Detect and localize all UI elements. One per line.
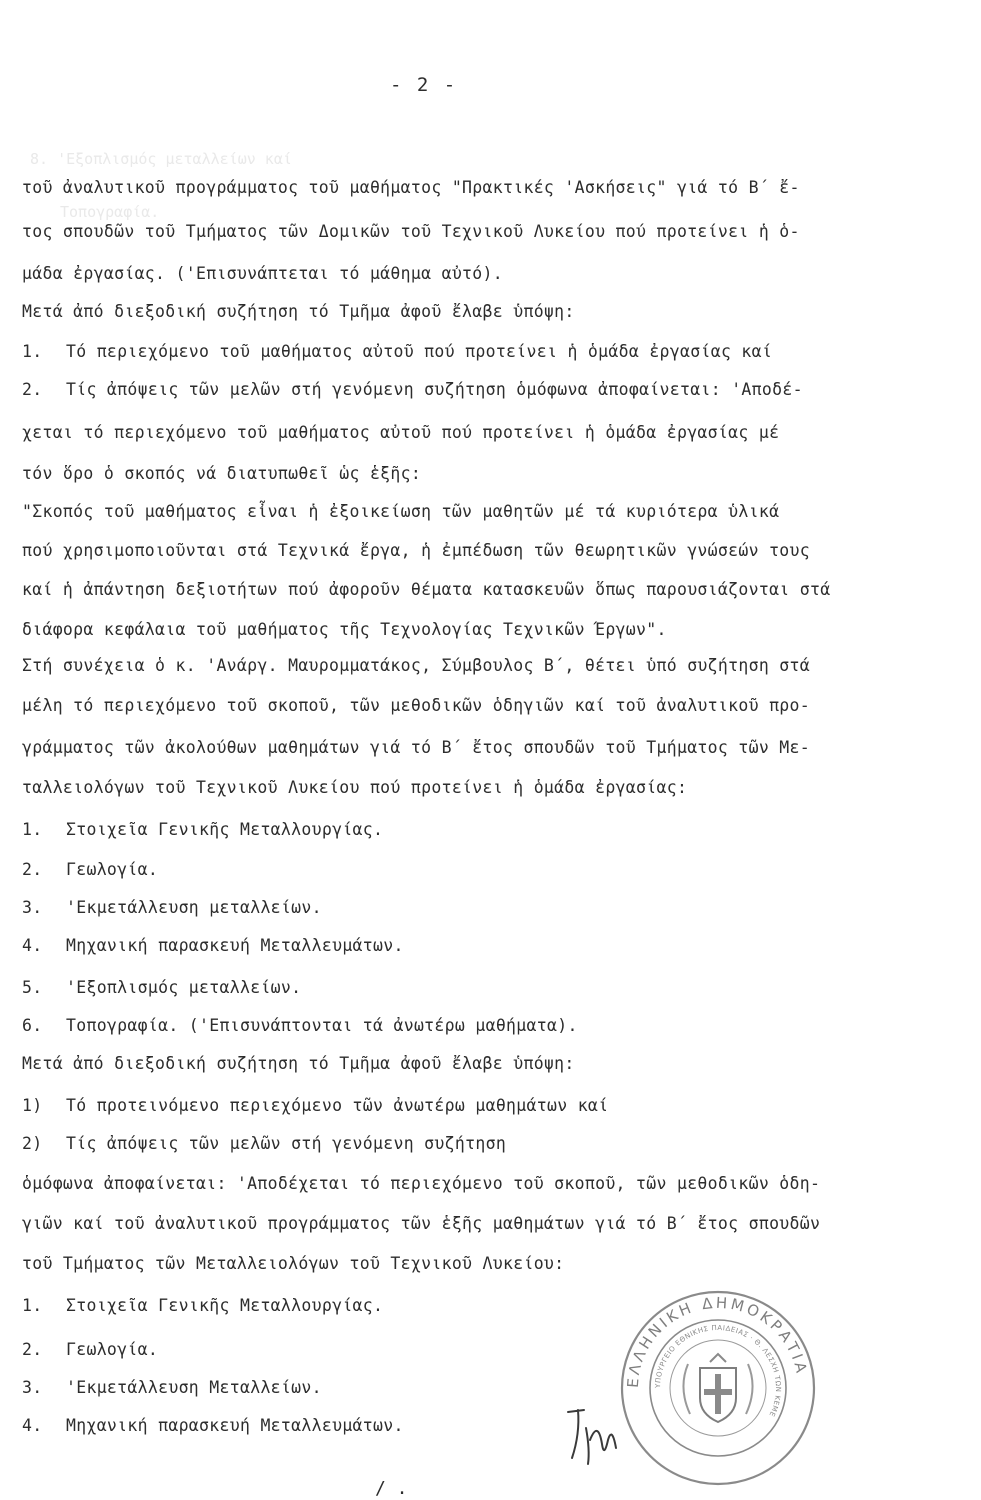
list-text: Τό περιεχόμενο τοῦ μαθήματος αὐτοῦ πού προτείνει ἡ ὁμάδα ἐργασίας καί <box>66 342 773 361</box>
text-line: Στή συνέχεια ὁ κ. 'Ανάργ. Μαυρομματάκος, Σύμβουλος Β΄, θέτει ὑπό συζήτηση στά <box>22 656 811 675</box>
list-number: 3. <box>22 1378 43 1397</box>
official-seal <box>618 1288 818 1488</box>
list-text: Τοπογραφία. ('Επισυνάπτονται τά ἀνωτέρω μαθήματα). <box>66 1016 578 1035</box>
list-item <box>22 1016 578 1035</box>
text-line: τοῦ ἀναλυτικοῦ προγράμματος τοῦ μαθήματος "Πρακτικές 'Ασκήσεις" γιά τό Β΄ ἔ- <box>22 178 800 197</box>
list-number: 1) <box>22 1096 43 1115</box>
list-text: Γεωλογία. <box>66 1340 159 1359</box>
text-line: μάδα ἐργασίας. ('Επισυνάπτεται τό μάθημα αὐτό). <box>22 264 503 283</box>
text-line: γιῶν καί τοῦ ἀναλυτικοῦ προγράμματος τῶν ἑξῆς μαθημάτων γιά τό Β΄ ἔτος σπουδῶν <box>22 1214 821 1233</box>
list-number: 2. <box>22 1340 43 1359</box>
list-item <box>22 1296 383 1315</box>
list-item <box>22 1340 158 1359</box>
list-item <box>22 860 158 879</box>
list-number: 1. <box>22 342 43 361</box>
list-text: Γεωλογία. <box>66 860 159 879</box>
list-text: Τίς ἀπόψεις τῶν μελῶν στή γενόμενη συζήτηση ὁμόφωνα ἀποφαίνεται: 'Αποδέ- <box>66 380 803 399</box>
seal-inner-text: ΥΠΟΥΡΓΕΙΟ ΕΘΝΙΚΗΣ ΠΑΙΔΕΙΑΣ · Θ. ΛΕΣΧΗ ΤΩΝ ΚΕΜΕ <box>653 1323 783 1419</box>
text-line: ὁμόφωνα ἀποφαίνεται: 'Αποδέχεται τό περιεχόμενο τοῦ σκοποῦ, τῶν μεθοδικῶν ὁδη- <box>22 1174 821 1193</box>
list-text: Τίς ἀπόψεις τῶν μελῶν στή γενόμενη συζήτηση <box>66 1134 507 1153</box>
list-number: 3. <box>22 898 43 917</box>
text-line: Μετά ἀπό διεξοδική συζήτηση τό Τμῆμα ἀφοῦ ἔλαβε ὑπόψη: <box>22 302 575 321</box>
list-number: 1. <box>22 820 43 839</box>
text-line: τος σπουδῶν τοῦ Τμήματος τῶν Δομικῶν τοῦ Τεχνικοῦ Λυκείου πού προτείνει ἡ ὁ- <box>22 222 800 241</box>
text-line: χεται τό περιεχόμενο τοῦ μαθήματος αὐτοῦ πού προτείνει ἡ ὁμάδα ἐργασίας μέ <box>22 423 780 442</box>
coat-of-arms-icon <box>683 1354 752 1422</box>
list-text: 'Εκμετάλλευση Μεταλλείων. <box>66 1378 322 1397</box>
list-item <box>22 380 803 399</box>
list-number: 4. <box>22 1416 43 1435</box>
list-number: 5. <box>22 978 43 997</box>
page-number: - 2 - <box>390 74 458 96</box>
list-item <box>22 898 322 917</box>
text-line: γράμματος τῶν ἀκολούθων μαθημάτων γιά τό Β΄ ἔτος σπουδῶν τοῦ Τμήματος τῶν Με- <box>22 738 811 757</box>
bleed-through-text: 8. 'Εξοπλισμός μεταλλείων καί <box>30 150 292 168</box>
list-text: Στοιχεῖα Γενικῆς Μεταλλουργίας. <box>66 1296 384 1315</box>
text-line: πού χρησιμοποιοῦνται στά Τεχνικά ἔργα, ἡ ἐμπέδωση τῶν θεωρητικῶν γνώσεών τους <box>22 541 811 560</box>
text-line: καί ἡ ἀπάντηση δεξιοτήτων πού ἀφοροῦν θέματα κατασκευῶν ὅπως παρουσιάζονται στά <box>22 580 831 599</box>
list-number: 2. <box>22 380 43 399</box>
list-item <box>22 936 404 955</box>
text-line: ταλλειολόγων τοῦ Τεχνικοῦ Λυκείου πού προτείνει ἡ ὁμάδα ἐργασίας: <box>22 778 688 797</box>
list-number: 2) <box>22 1134 43 1153</box>
bleed-through-text: Τοπογραφία. <box>60 203 160 221</box>
list-number: 2. <box>22 860 43 879</box>
list-text: Μηχανική παρασκευή Μεταλλευμάτων. <box>66 936 404 955</box>
seal-outer-text: ΕΛΛΗΝΙΚΗ ΔΗΜΟΚΡΑΤΙΑ <box>623 1293 812 1389</box>
signature-mark <box>560 1400 630 1470</box>
list-item <box>22 1378 322 1397</box>
list-item <box>22 820 383 839</box>
list-number: 4. <box>22 936 43 955</box>
text-line: τοῦ Τμήματος τῶν Μεταλλειολόγων τοῦ Τεχνικοῦ Λυκείου: <box>22 1254 565 1273</box>
list-item <box>22 1416 404 1435</box>
list-item <box>22 1134 506 1153</box>
list-item <box>22 342 772 361</box>
list-text: Μηχανική παρασκευή Μεταλλευμάτων. <box>66 1416 404 1435</box>
continuation-mark: / . <box>375 1478 408 1499</box>
list-text: 'Εκμετάλλευση μεταλλείων. <box>66 898 322 917</box>
list-text: Στοιχεῖα Γενικῆς Μεταλλουργίας. <box>66 820 384 839</box>
list-number: 1. <box>22 1296 43 1315</box>
text-line: Μετά ἀπό διεξοδική συζήτηση τό Τμῆμα ἀφοῦ ἔλαβε ὑπόψη: <box>22 1054 575 1073</box>
text-line: "Σκοπός τοῦ μαθήματος εἶναι ἡ ἐξοικείωση τῶν μαθητῶν μέ τά κυριότερα ὑλικά <box>22 502 780 521</box>
text-line: μέλη τό περιεχόμενο τοῦ σκοποῦ, τῶν μεθοδικῶν ὁδηγιῶν καί τοῦ ἀναλυτικοῦ προ- <box>22 696 811 715</box>
list-text: 'Εξοπλισμός μεταλλείων. <box>66 978 302 997</box>
list-item <box>22 1096 608 1115</box>
list-number: 6. <box>22 1016 43 1035</box>
text-line: τόν ὅρο ὁ σκοπός νά διατυπωθεῖ ὡς ἑξῆς: <box>22 464 422 483</box>
list-item <box>22 978 301 997</box>
list-text: Τό προτεινόμενο περιεχόμενο τῶν ἀνωτέρω μαθημάτων καί <box>66 1096 609 1115</box>
text-line: διάφορα κεφάλαια τοῦ μαθήματος τῆς Τεχνολογίας Τεχνικῶν Έργων". <box>22 620 667 639</box>
